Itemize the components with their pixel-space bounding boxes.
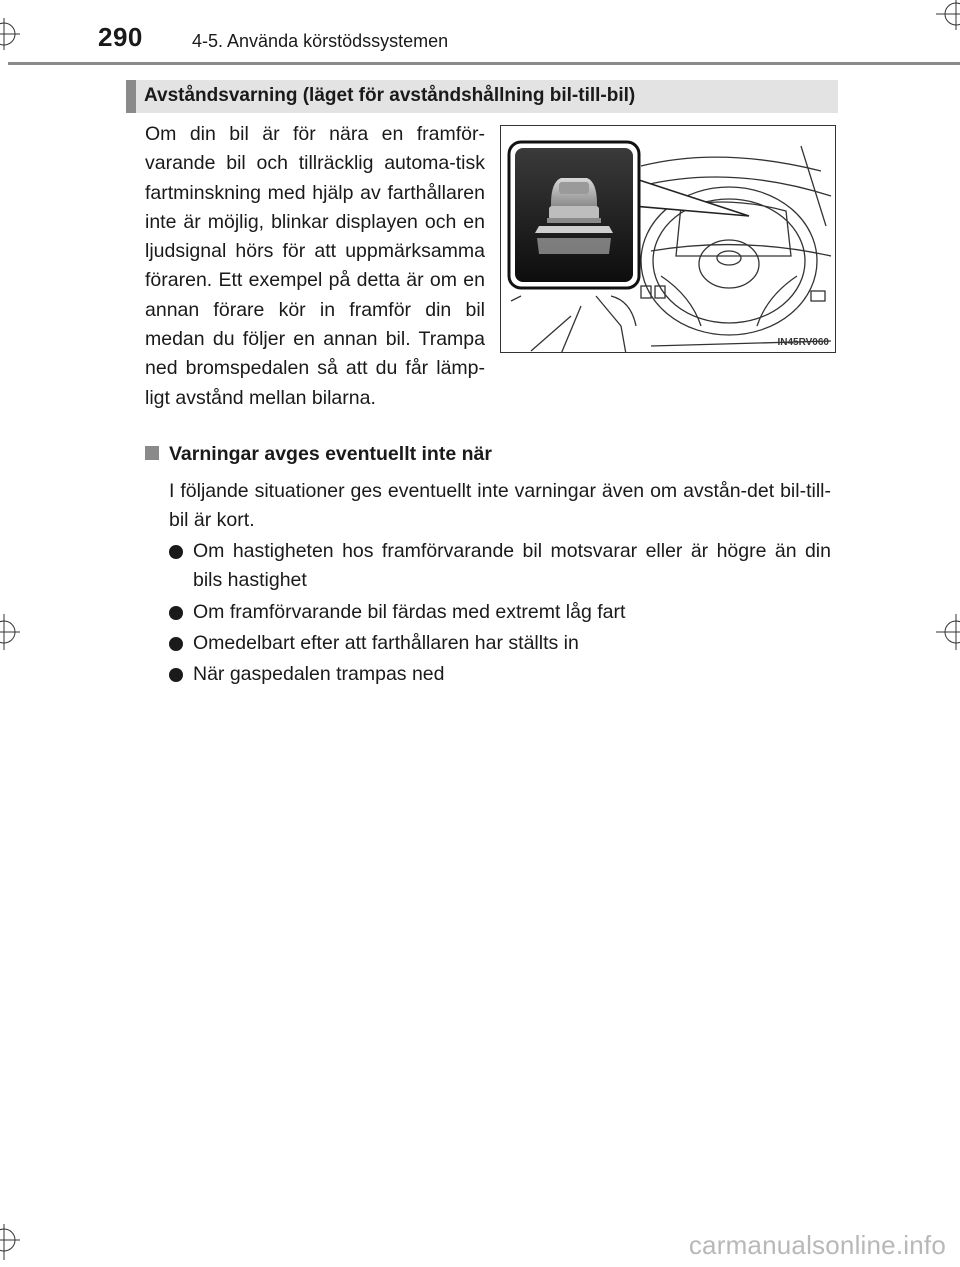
header-rule [8, 62, 960, 65]
list-item-text: Omedelbart efter att farthållaren har ställts in [193, 631, 579, 654]
registration-mark-top-left-icon [0, 16, 24, 52]
sub-heading-text: Varningar avges eventuellt inte när [169, 443, 492, 465]
figure-code: IN45RV060 [777, 337, 829, 348]
registration-mark-mid-right-icon [930, 612, 960, 652]
list-item-text: Om framförvarande bil färdas med extremt låg fart [193, 600, 626, 623]
section-title: Avståndsvarning (läget för avståndshållning bil-till-bil) [144, 85, 636, 106]
list-item [169, 660, 831, 689]
list-item-text: När gaspedalen trampas ned [193, 663, 445, 686]
dashboard-illustration [500, 125, 836, 353]
section-title-bar [126, 80, 838, 113]
bullet-icon [169, 637, 183, 651]
list-item-text: Om hastigheten hos framförvarande bil motsvarar eller är högre än din bils hastighet [193, 540, 831, 592]
bullet-icon [169, 668, 183, 682]
watermark: carmanualsonline.info [688, 1230, 946, 1260]
dashboard-illustration-drawing [501, 126, 836, 353]
list-item [169, 598, 831, 627]
registration-mark-top-right-icon [930, 0, 960, 36]
list-item [169, 537, 831, 596]
square-bullet-icon [145, 446, 159, 460]
sub-heading [145, 443, 492, 466]
page-number: 290 [98, 22, 143, 52]
bullet-list [169, 537, 831, 691]
bullet-icon [169, 545, 183, 559]
intro-paragraph: Om din bil är för nära en framför-varande bil och tillräcklig automa-tisk fartminskning med hjälp av farthållaren inte är möjlig, blinkar displayen och en ljudsignal hörs för att uppmärksamma föraren. Ett exempel på detta är om en annan förare kör in framför din bil medan du följer en annan bil. Trampa ned bromspedalen så att du får lämp-ligt avstånd mellan bilarna. [145, 123, 485, 409]
registration-mark-bottom-left-icon [0, 1222, 24, 1262]
sub-paragraph: I följande situationer ges eventuellt inte varningar även om avstån-det bil-till-bil är kort. [169, 480, 831, 532]
chapter-title: 4-5. Använda körstödssystemen [192, 31, 449, 51]
bullet-icon [169, 606, 183, 620]
registration-mark-mid-left-icon [0, 612, 24, 652]
list-item [169, 629, 831, 658]
